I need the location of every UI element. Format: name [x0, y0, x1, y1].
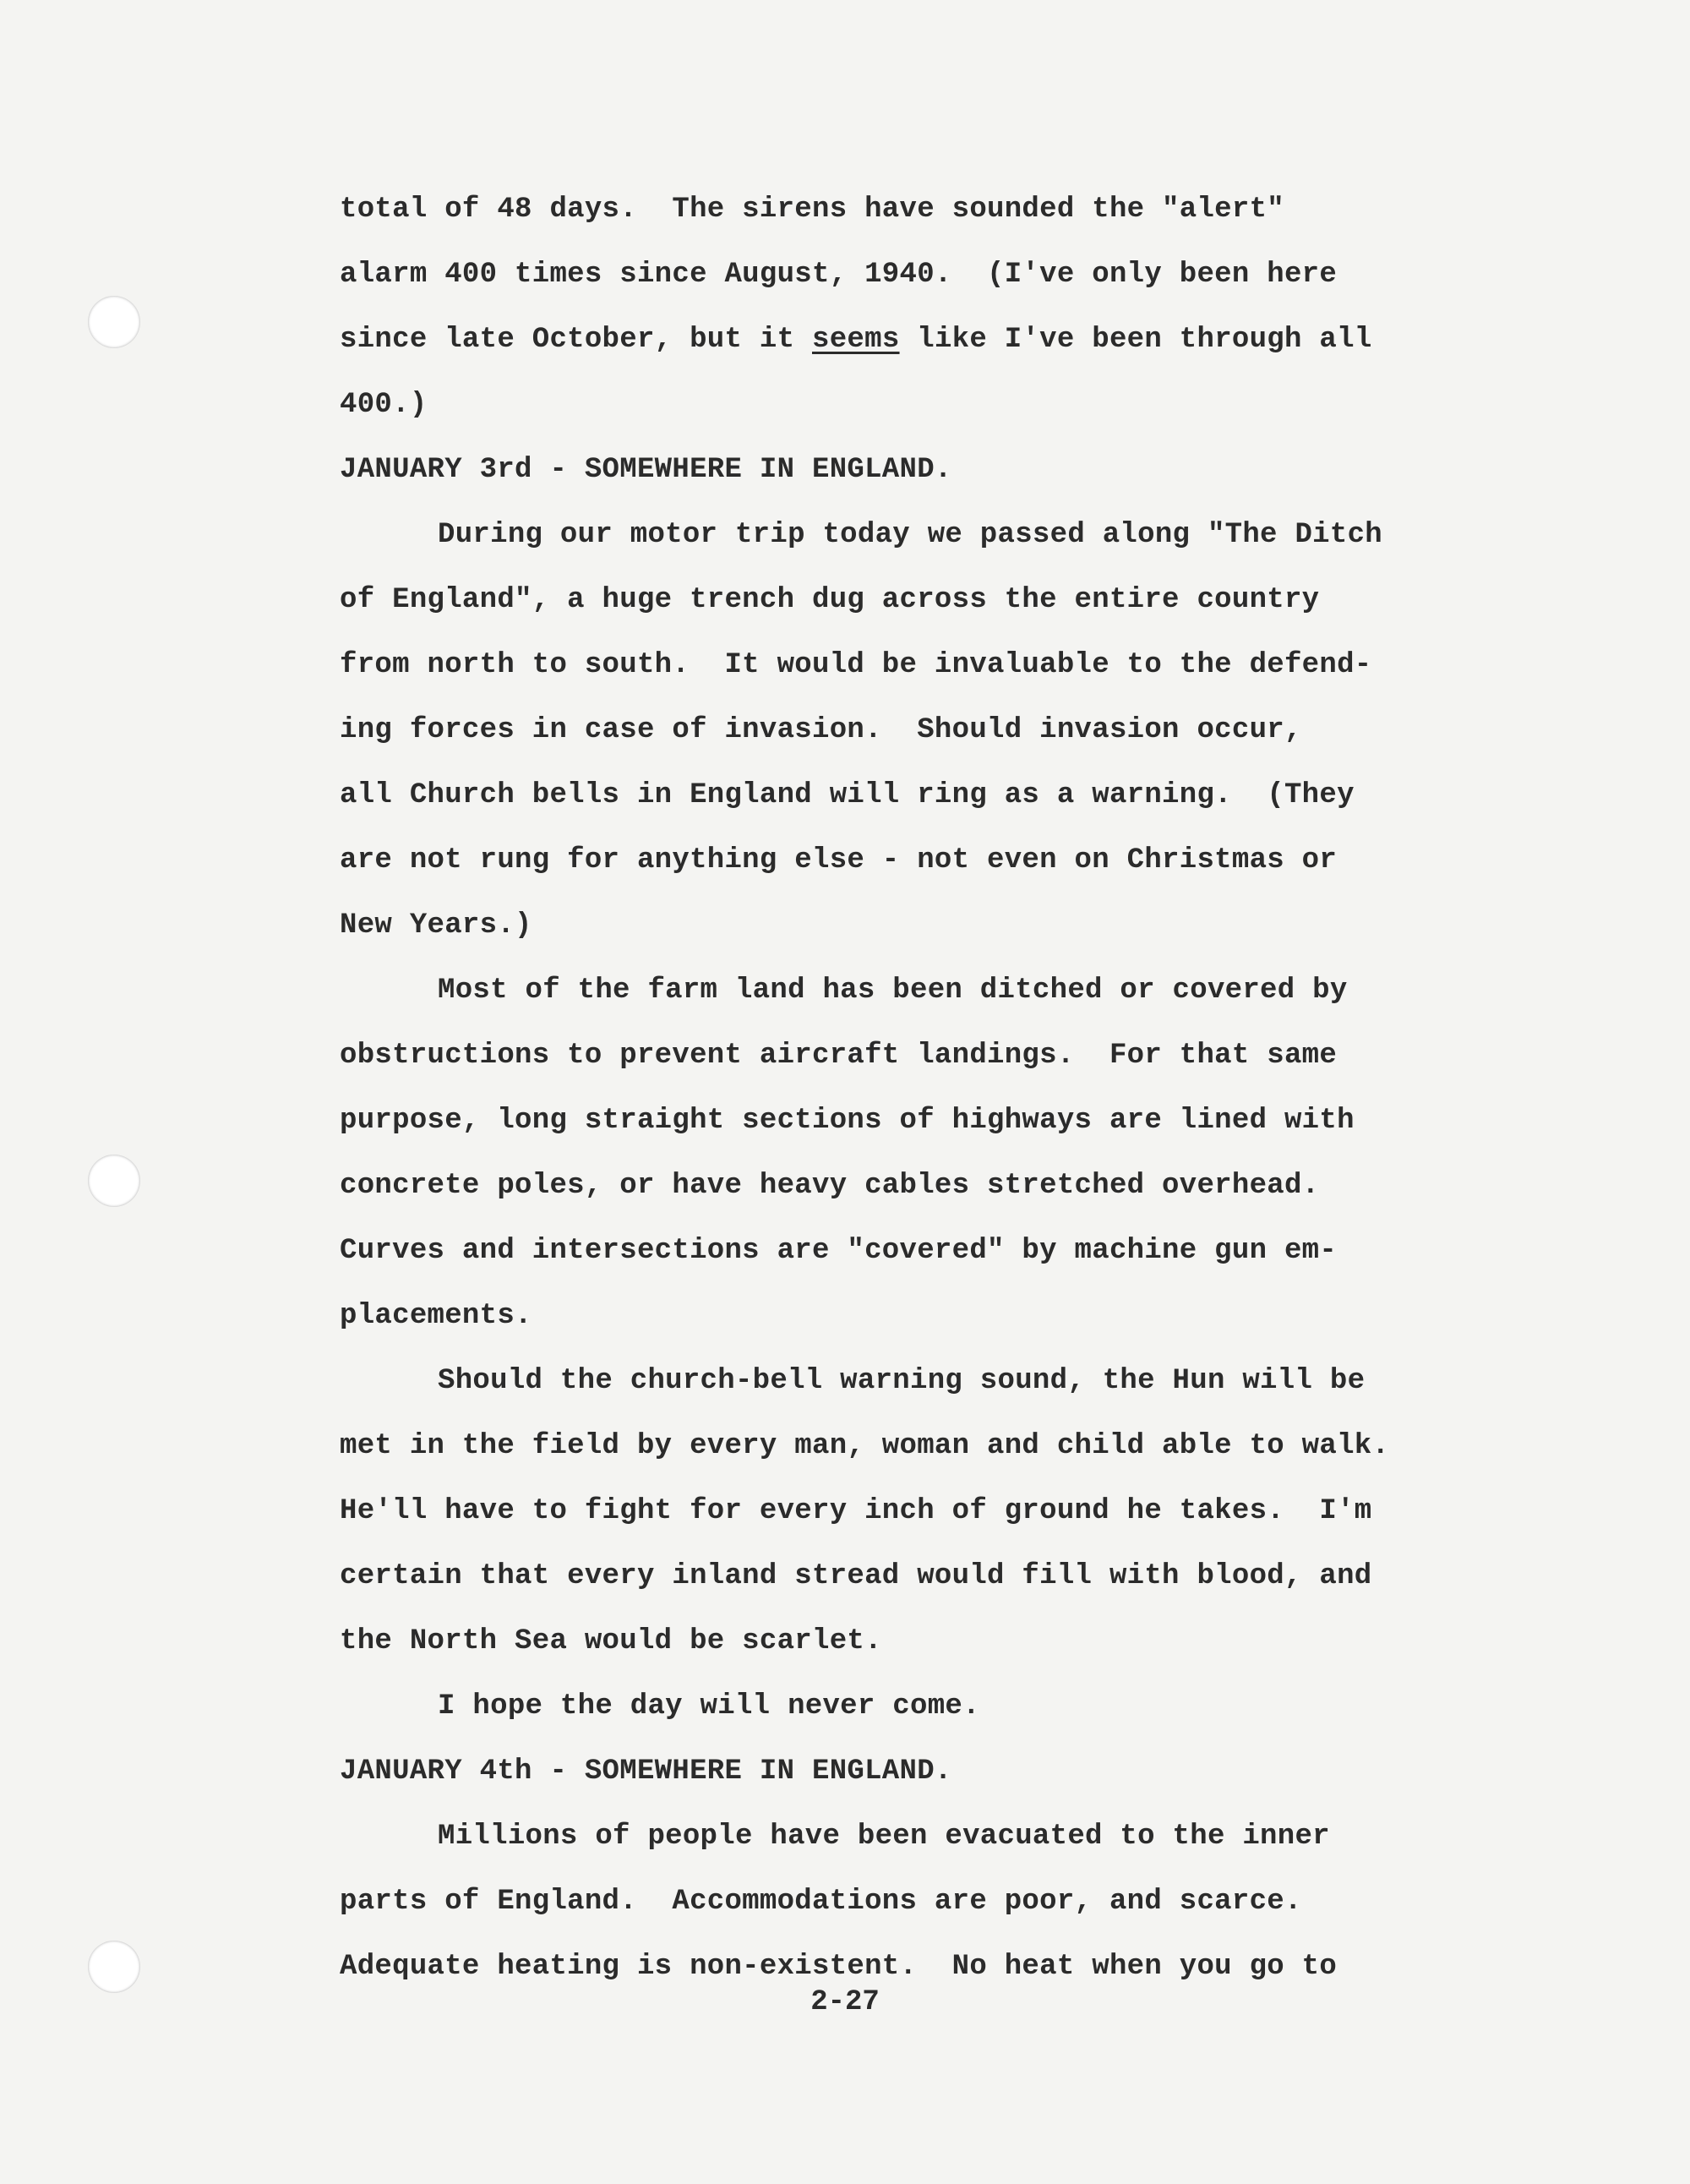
text-line: are not rung for anything else - not even on Christmas or: [340, 844, 1338, 876]
entry-heading: JANUARY 3rd - SOMEWHERE IN ENGLAND.: [340, 454, 952, 486]
text-line: Most of the farm land has been ditched or covered by: [438, 975, 1348, 1007]
entry-heading: JANUARY 4th - SOMEWHERE IN ENGLAND.: [340, 1755, 952, 1788]
text-line: He'll have to fight for every inch of ground he takes. I'm: [340, 1495, 1372, 1527]
text-line: all Church bells in England will ring as a warning. (They: [340, 779, 1355, 811]
text-line: Adequate heating is non-existent. No heat when you go to: [340, 1951, 1338, 1983]
text-line: ing forces in case of invasion. Should invasion occur,: [340, 714, 1302, 746]
text-line: obstructions to prevent aircraft landings. For that same: [340, 1040, 1338, 1072]
text-line: placements.: [340, 1300, 532, 1332]
text-line: Curves and intersections are "covered" by machine gun em-: [340, 1235, 1338, 1267]
text-line: New Years.): [340, 909, 532, 942]
page-number: 2-27: [810, 1986, 880, 2018]
body-text: [340, 177, 1523, 2000]
punch-hole: [88, 1155, 140, 1207]
text-line: During our motor trip today we passed along "The Ditch: [438, 519, 1382, 551]
text-line: from north to south. It would be invaluable to the defend-: [340, 649, 1372, 681]
text-segment: like I've been through all: [899, 324, 1372, 356]
text-line: met in the field by every man, woman and child able to walk.: [340, 1430, 1390, 1462]
text-line: parts of England. Accommodations are poor, and scarce.: [340, 1886, 1302, 1918]
text-line: 400.): [340, 389, 428, 421]
underlined-word: seems: [812, 324, 900, 356]
text-line: Should the church-bell warning sound, the Hun will be: [438, 1365, 1366, 1397]
text-line: concrete poles, or have heavy cables stretched overhead.: [340, 1170, 1320, 1202]
text-line: alarm 400 times since August, 1940. (I've only been here: [340, 259, 1338, 291]
punch-hole: [88, 1941, 140, 1993]
text-line: of England", a huge trench dug across the entire country: [340, 584, 1320, 616]
text-line: total of 48 days. The sirens have sounded the "alert": [340, 194, 1284, 226]
text-line: [340, 308, 1523, 373]
text-line: I hope the day will never come.: [438, 1690, 980, 1723]
text-segment: since late October, but it: [340, 324, 812, 356]
text-line: purpose, long straight sections of highways are lined with: [340, 1105, 1355, 1137]
punch-hole: [88, 296, 140, 348]
text-line: certain that every inland stread would fill with blood, and: [340, 1560, 1372, 1592]
text-line: Millions of people have been evacuated to the inner: [438, 1821, 1330, 1853]
text-line: the North Sea would be scarlet.: [340, 1625, 882, 1657]
